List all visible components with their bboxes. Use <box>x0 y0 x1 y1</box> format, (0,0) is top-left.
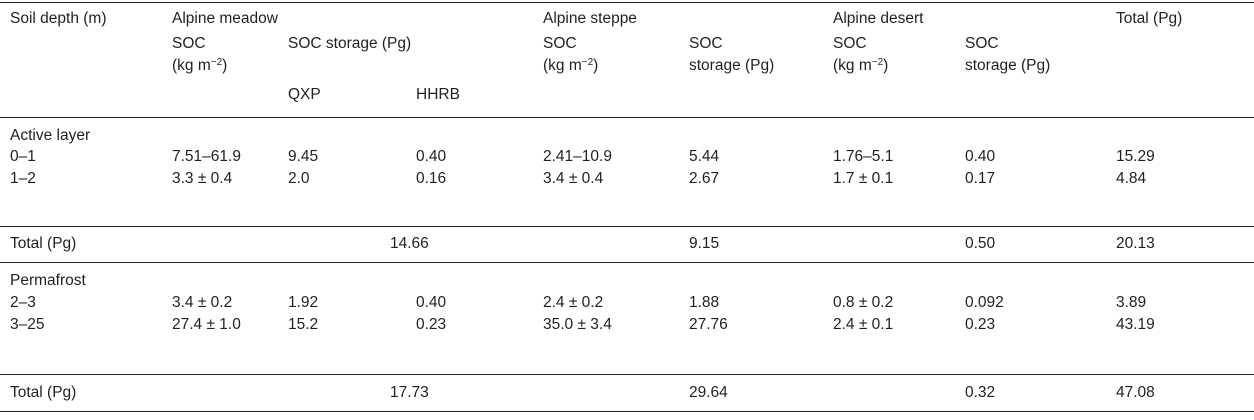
header-meadow-storage: SOC storage (Pg) <box>288 35 412 52</box>
header-meadow-soc: SOC <box>172 35 206 52</box>
cell-hhrb: 0.40 <box>416 294 447 311</box>
total-desert: 0.50 <box>965 235 996 252</box>
header-steppe-soc-unit: (kg $m^{-2}$) <box>543 57 599 74</box>
cell-hhrb: 0.16 <box>416 170 447 187</box>
cell-steppe-storage: 2.67 <box>689 170 720 187</box>
cell-hhrb: 0.40 <box>416 148 447 165</box>
cell-depth: 3–25 <box>10 316 45 333</box>
header-bottom-rule <box>0 117 1254 118</box>
cell-depth: 1–2 <box>10 170 36 187</box>
permafrost-total-top-rule <box>0 374 1254 375</box>
header-desert-storage-line2: storage (Pg) <box>965 57 1051 74</box>
cell-hhrb: 0.23 <box>416 316 447 333</box>
header-alpine-desert: Alpine desert <box>833 10 924 27</box>
cell-depth: 2–3 <box>10 294 36 311</box>
table-bottom-rule <box>0 411 1254 412</box>
header-steppe-storage-line2: storage (Pg) <box>689 57 775 74</box>
cell-desert-storage: 0.17 <box>965 170 996 187</box>
header-desert-storage-line1: SOC <box>965 35 999 52</box>
header-qxp: QXP <box>288 86 321 103</box>
total-label: Total (Pg) <box>10 384 77 401</box>
cell-meadow-soc: 7.51–61.9 <box>172 148 241 165</box>
cell-qxp: 15.2 <box>288 316 319 333</box>
cell-desert-soc: 0.8 ± 0.2 <box>833 294 894 311</box>
cell-total: 4.84 <box>1116 170 1147 187</box>
cell-steppe-soc: 2.41–10.9 <box>543 148 612 165</box>
cell-steppe-soc: 35.0 ± 3.4 <box>543 316 612 333</box>
cell-desert-soc: 1.76–5.1 <box>833 148 894 165</box>
cell-qxp: 2.0 <box>288 170 310 187</box>
total-meadow: 17.73 <box>390 384 429 401</box>
cell-meadow-soc: 3.3 ± 0.4 <box>172 170 233 187</box>
header-alpine-meadow: Alpine meadow <box>172 10 278 27</box>
active-total-top-rule <box>0 226 1254 227</box>
cell-qxp: 1.92 <box>288 294 319 311</box>
total-overall: 20.13 <box>1116 235 1155 252</box>
total-label: Total (Pg) <box>10 235 77 252</box>
total-desert: 0.32 <box>965 384 996 401</box>
table-top-rule <box>0 2 1254 3</box>
cell-steppe-storage: 5.44 <box>689 148 720 165</box>
section-label-active-layer: Active layer <box>10 127 91 144</box>
cell-desert-storage: 0.23 <box>965 316 996 333</box>
total-steppe: 29.64 <box>689 384 728 401</box>
header-soil-depth: Soil depth (m) <box>10 10 107 27</box>
header-steppe-storage-line1: SOC <box>689 35 723 52</box>
cell-depth: 0–1 <box>10 148 36 165</box>
cell-steppe-storage: 1.88 <box>689 294 720 311</box>
header-meadow-soc-unit: (kg $m^{-2}$) <box>172 57 228 74</box>
header-alpine-steppe: Alpine steppe <box>543 10 637 27</box>
header-hhrb: HHRB <box>416 86 460 103</box>
cell-total: 43.19 <box>1116 316 1155 333</box>
cell-total: 3.89 <box>1116 294 1147 311</box>
active-total-bottom-rule <box>0 262 1254 263</box>
header-steppe-soc: SOC <box>543 35 577 52</box>
total-meadow: 14.66 <box>390 235 429 252</box>
cell-qxp: 9.45 <box>288 148 319 165</box>
header-total: Total (Pg) <box>1116 10 1183 27</box>
cell-steppe-storage: 27.76 <box>689 316 728 333</box>
cell-total: 15.29 <box>1116 148 1155 165</box>
header-desert-soc: SOC <box>833 35 867 52</box>
cell-meadow-soc: 27.4 ± 1.0 <box>172 316 241 333</box>
cell-meadow-soc: 3.4 ± 0.2 <box>172 294 233 311</box>
total-overall: 47.08 <box>1116 384 1155 401</box>
total-steppe: 9.15 <box>689 235 720 252</box>
cell-steppe-soc: 3.4 ± 0.4 <box>543 170 604 187</box>
cell-desert-storage: 0.40 <box>965 148 996 165</box>
cell-desert-soc: 2.4 ± 0.1 <box>833 316 894 333</box>
header-desert-soc-unit: (kg $m^{-2}$) <box>833 57 889 74</box>
cell-desert-storage: 0.092 <box>965 294 1004 311</box>
cell-steppe-soc: 2.4 ± 0.2 <box>543 294 604 311</box>
section-label-permafrost: Permafrost <box>10 272 86 289</box>
cell-desert-soc: 1.7 ± 0.1 <box>833 170 894 187</box>
